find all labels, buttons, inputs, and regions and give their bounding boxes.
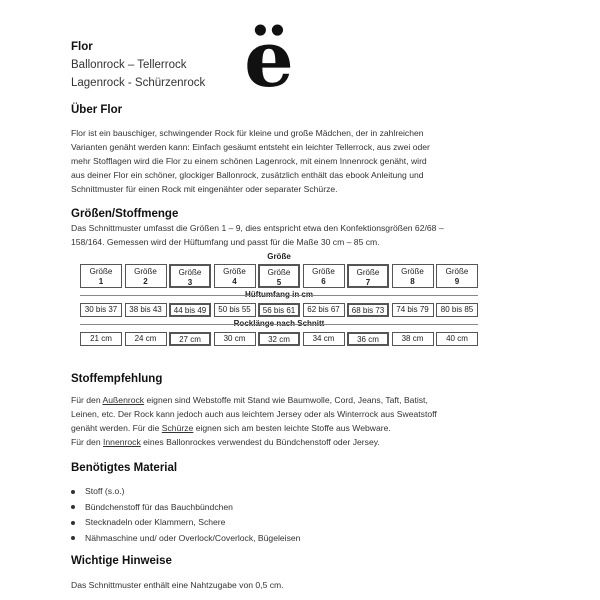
about-line: aus deiner Flor ein schöner, glockiger Ballonrock, zusätzlich enthält das ebook Anleitung und xyxy=(71,170,424,180)
hip-cell: 68 bis 73 xyxy=(347,303,389,317)
hip-cell: 74 bis 79 xyxy=(392,303,434,317)
hip-cell: 30 bis 37 xyxy=(80,303,122,317)
document-title: Flor xyxy=(71,41,93,53)
length-title-label: Rocklänge nach Schnitt xyxy=(233,319,325,328)
sizes-line: 158/164. Gemessen wird der Hüftumfang und passt für die Maße 30 cm – 85 cm. xyxy=(71,237,380,247)
about-paragraph xyxy=(71,126,546,196)
size-cell xyxy=(392,264,434,288)
list-item: Stecknadeln oder Klammern, Schere xyxy=(71,515,300,531)
size-label: Größe xyxy=(267,268,291,277)
size-number: 6 xyxy=(321,277,326,286)
length-cell: 21 cm xyxy=(80,332,122,346)
fabric-line: Für den Außenrock eignen sind Webstoffe mit Stand wie Baumwolle, Cord, Jeans, Taft, Batist, xyxy=(71,395,428,405)
length-cell: 24 cm xyxy=(125,332,167,346)
hip-title-label: Hüftumfang in cm xyxy=(245,290,313,299)
size-label: Größe xyxy=(445,267,469,276)
size-number: 7 xyxy=(365,278,371,287)
size-number: 3 xyxy=(187,278,193,287)
table-divider xyxy=(80,295,478,296)
size-label: Größe xyxy=(356,268,380,277)
fabric-line: Für den Innenrock eines Ballonrockes verwendest du Bündchenstoff oder Jersey. xyxy=(71,437,380,447)
list-item: Stoff (s.o.) xyxy=(71,484,300,500)
section-heading-sizes: Größen/Stoffmenge xyxy=(71,208,179,220)
hip-cell: 80 bis 85 xyxy=(436,303,478,317)
hip-cell: 56 bis 61 xyxy=(258,303,300,317)
size-label: Größe xyxy=(178,268,202,277)
term-outer-skirt: Außenrock xyxy=(102,395,145,405)
brand-logo: ë xyxy=(244,14,294,105)
size-number: 5 xyxy=(276,278,282,287)
size-number: 1 xyxy=(98,277,104,286)
size-label: Größe xyxy=(89,267,113,276)
bullet-icon xyxy=(71,521,75,525)
size-label: Größe xyxy=(312,267,335,276)
list-item: Bündchenstoff für das Bauchbündchen xyxy=(71,500,300,516)
bullet-icon xyxy=(71,490,75,494)
size-cell xyxy=(303,264,345,288)
size-cell xyxy=(436,264,478,288)
length-cell: 38 cm xyxy=(392,332,434,346)
length-cell: 30 cm xyxy=(214,332,256,346)
list-item: Nähmaschine und/ oder Overlock/Coverlock, Bügeleisen xyxy=(71,531,300,547)
bullet-icon xyxy=(71,505,75,509)
material-list xyxy=(71,484,300,546)
length-cell: 40 cm xyxy=(436,332,478,346)
section-heading-about: Über Flor xyxy=(71,104,123,116)
section-heading-fabric: Stoffempfehlung xyxy=(71,373,163,385)
about-line: Schnittmuster für einen Rock mit eingenähter oder separater Schürze. xyxy=(71,184,338,194)
about-line: mehr Stofflagen wird die Flor zu einem schönen Lagenrock, mit einem Innenrock genäht, wird xyxy=(71,156,427,166)
size-label: Größe xyxy=(223,267,246,276)
size-number: 4 xyxy=(232,277,237,286)
size-title-label: Größe xyxy=(267,252,291,261)
size-cell xyxy=(258,264,300,288)
about-line: Flor ist ein bauschiger, schwingender Rock für kleine und große Mädchen, der in zahlreichen xyxy=(71,128,424,138)
size-cell xyxy=(214,264,256,288)
size-label: Größe xyxy=(401,267,424,276)
term-apron: Schürze xyxy=(161,423,194,433)
fabric-line: genäht werden. Für die Schürze eignen sich am besten leichte Stoffe aus Webware. xyxy=(71,423,391,433)
length-cell: 36 cm xyxy=(347,332,389,346)
section-heading-material: Benötigtes Material xyxy=(71,462,178,474)
size-cell xyxy=(347,264,389,288)
size-cell xyxy=(80,264,122,288)
fabric-line: Leinen, etc. Der Rock kann jedoch auch aus leichtem Jersey oder als Winterrock aus Sweatstoff xyxy=(71,409,437,419)
sizes-paragraph xyxy=(71,221,546,249)
hip-cell: 62 bis 67 xyxy=(303,303,345,317)
length-cell: 27 cm xyxy=(169,332,211,346)
notes-paragraph: Das Schnittmuster enthält eine Nahtzugabe von 0,5 cm. xyxy=(71,580,284,590)
size-cell xyxy=(125,264,167,288)
section-heading-notes: Wichtige Hinweise xyxy=(71,555,172,567)
term-inner-skirt: Innenrock xyxy=(103,437,141,447)
sizes-line: Das Schnittmuster umfasst die Größen 1 – 9, dies entspricht etwa den Konfektionsgrößen 62/68 – xyxy=(71,223,444,233)
length-cell: 32 cm xyxy=(258,332,300,346)
fabric-paragraph xyxy=(71,393,546,449)
hip-cell: 38 bis 43 xyxy=(125,303,167,317)
about-line: Varianten genäht werden kann: Einfach gesäumt entsteht ein leichter Tellerrock, aus zwei oder xyxy=(71,142,430,152)
table-divider xyxy=(80,324,478,325)
size-number: 2 xyxy=(143,277,148,286)
subtitle-skirt-types-1: Ballonrock – Tellerrock xyxy=(71,59,187,71)
size-number: 9 xyxy=(454,277,460,286)
length-cell: 34 cm xyxy=(303,332,345,346)
size-cell xyxy=(169,264,211,288)
hip-cell: 50 bis 55 xyxy=(214,303,256,317)
bullet-icon xyxy=(71,536,75,540)
size-label: Größe xyxy=(134,267,157,276)
hip-cell: 44 bis 49 xyxy=(169,303,211,317)
subtitle-skirt-types-2: Lagenrock - Schürzenrock xyxy=(71,77,206,89)
size-number: 8 xyxy=(410,277,415,286)
